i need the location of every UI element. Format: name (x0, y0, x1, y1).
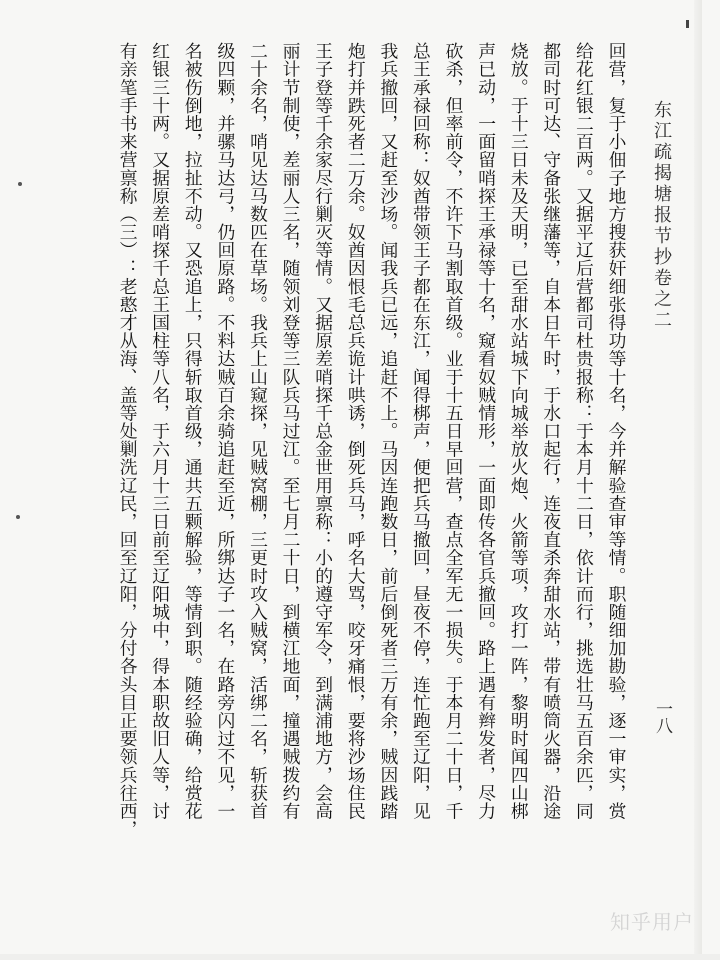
watermark-label: 知乎用户 (610, 910, 694, 934)
text-column: 给花红银二百两。又据平辽后营都司杜贵报称：于本月十二日，依计而行，挑选壮马五百余匹，同 (573, 42, 595, 820)
text-column: 红银三十两。又据原差哨探千总王国柱等八名，于六月十三日前至辽阳城中，得本职故旧人等，讨 (149, 42, 171, 820)
margin-mark (686, 20, 689, 28)
margin-mark (16, 515, 20, 519)
text-column: 砍杀，但率前令，不许下马割取首级。业于十五日早回营，查点全军无一损失。于本月二十日，千 (443, 42, 465, 820)
page-edge-shadow (694, 0, 702, 960)
page-number: 一八 (652, 700, 672, 734)
text-column: 都司时可达、守备张继藩等，自本日午时，于水口起行，连夜直杀奔甜水站，带有喷筒火器，沿途 (540, 42, 562, 820)
vertical-text-body (117, 42, 632, 862)
page-bottom-edge (0, 954, 720, 960)
text-column: 有亲笔手书来营禀称（三）：老憨才从海、盖等处剿洗辽民，回至辽阳，分付各头目正要领兵往西， (117, 42, 139, 838)
running-title: 东江疏揭塘报节抄卷之二 (651, 100, 672, 331)
text-column: 丽计节制使，差丽人三名，随领刘登等三队兵马过江。至七月二十日，到横江地面，撞遇贼拨约有 (280, 42, 302, 820)
text-column: 总王承禄回称：奴酋带领王子都在东江，闻得梆声，便把兵马撤回，昼夜不停，连忙跑至辽阳，见 (410, 42, 432, 820)
margin-mark (18, 182, 22, 186)
text-column: 炮打并跌死者二万余。奴酋因恨毛总兵诡计哄诱，倒死兵马，呼名大骂，咬牙痛恨，要将沙场住民 (345, 42, 367, 820)
text-column: 烧放。于十三日未及天明，已至甜水站城下向城举放火炮、火箭等项，攻打一阵，黎明时闻四山梆 (508, 42, 530, 820)
text-column: 声已动，一面留哨探王承禄等十名，窥看奴贼情形，一面即传各官兵撤回。路上遇有辫发者，尽力 (475, 42, 497, 820)
text-column: 回营，复于小佃子地方搜获奸细张得功等十名，今并解验查审等情。职随细加勘验，逐一审实，赏 (606, 42, 627, 820)
text-column: 我兵撤回，又赶至沙场。闻我兵已远，追赶不上。马因连跑数日，前后倒死者三万有余，贼因践踏 (377, 42, 399, 820)
text-column: 名被伤倒地，拉扯不动。又恐追上，只得斩取首级，通共五颗解验，等情到职。随经验确，给赏花 (182, 42, 204, 820)
text-column: 王子登等千余家尽行剿灭等情。又据原差哨探千总金世用禀称：小的遵守军令，到满浦地方，会高 (312, 42, 334, 820)
text-column: 级四颗，并骡马达弓，仍回原路。不料达贼百余骑追赶至近，所绑达子一名，在路旁闪过不见，一 (214, 42, 236, 820)
text-column: 二十余名，哨见达马数匹在草场。我兵上山窥探，见贼窝棚，三更时攻入贼窝，活绑二名，斩获首 (247, 42, 269, 820)
